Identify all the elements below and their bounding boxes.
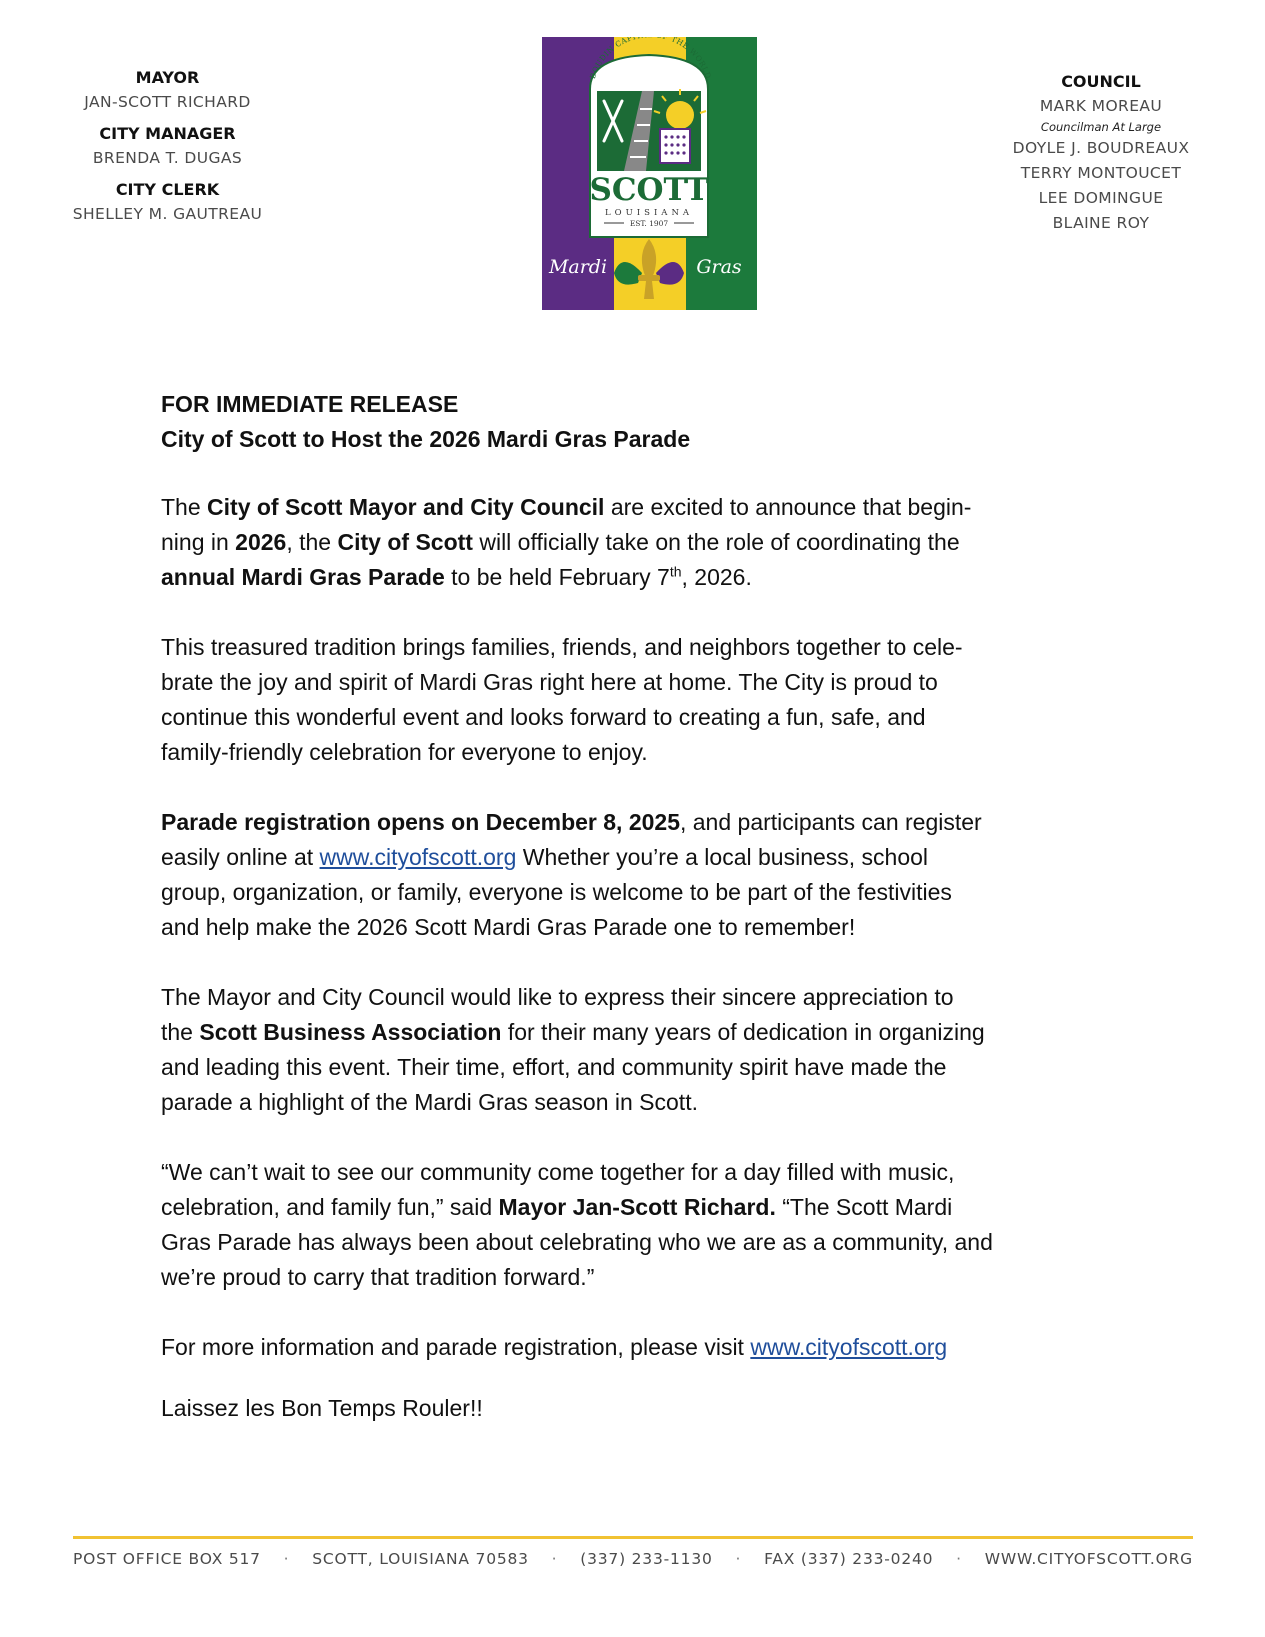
council-title: COUNCIL xyxy=(1061,72,1141,91)
footer-separator: · xyxy=(956,1550,962,1568)
officials-left xyxy=(40,66,295,234)
council-member-4: LEE DOMINGUE xyxy=(1038,189,1164,207)
footer-website[interactable]: WWW.CITYOFSCOTT.ORG xyxy=(984,1550,1193,1568)
city-clerk-title: CITY CLERK xyxy=(115,180,220,199)
footer-separator: · xyxy=(735,1550,742,1568)
release-label: FOR IMMEDIATE RELEASE xyxy=(161,391,459,417)
press-release-body xyxy=(161,387,1111,1426)
council-member-2: DOYLE J. BOUDREAUX xyxy=(1012,139,1190,157)
logo-word-mardi: Mardi xyxy=(548,256,608,278)
accordion-icon xyxy=(660,129,690,163)
city-logo xyxy=(542,37,757,310)
paragraph-appreciation: The Mayor and City Council would like to express their sincere appreciation to the Scott Business Association for their many years of dedication in organizing and leading this event. Their time, effort, and community spirit have made the parade a highlight of the Mardi Gras season in Scott. xyxy=(161,984,985,1115)
council-member-5: BLAINE ROY xyxy=(1052,214,1150,232)
paragraph-tradition: This treasured tradition brings families, friends, and neighbors together to cele- brate the joy and spirit of Mardi Gras right here at home. The City is proud to continue this wonderful event and looks forward to creating a fun, safe, and family-friendly celebration for everyone to enjoy. xyxy=(161,634,963,765)
city-manager-title: CITY MANAGER xyxy=(99,124,236,143)
closing-line: Laissez les Bon Temps Rouler!! xyxy=(161,1395,483,1421)
logo-city-name: SCOTT xyxy=(589,172,709,208)
paragraph-registration: Parade registration opens on December 8, 2025, and participants can register easily online at www.cityofscott.org Whether you’re a local business, school group, organization, or family, everyone is welcome to be part of the festivities and help make the 2026 Scott Mardi Gras Parade one to remember! xyxy=(161,809,982,940)
city-manager-name: BRENDA T. DUGAS xyxy=(92,149,243,167)
footer-city-state: SCOTT, LOUISIANA 70583 xyxy=(312,1550,529,1568)
footer-po-box: POST OFFICE BOX 517 xyxy=(73,1550,261,1568)
paragraph-quote: “We can’t wait to see our community come together for a day filled with music, celebration, and family fun,” said Mayor Jan-Scott Richard. “The Scott Mardi Gras Parade has always been about celebrating who we are as a community, and we’re proud to carry that tradition forward.” xyxy=(161,1159,993,1290)
paragraph-more-info: For more information and parade registration, please visit www.cityofscott.org xyxy=(161,1334,948,1360)
logo-est: EST. 1907 xyxy=(629,219,669,228)
council-member-1-role: Councilman At Large xyxy=(1040,120,1162,134)
footer-fax: FAX (337) 233-0240 xyxy=(764,1550,934,1568)
logo-word-gras: Gras xyxy=(696,256,742,278)
sun-icon xyxy=(666,101,694,129)
footer-phone: (337) 233-1130 xyxy=(580,1550,713,1568)
more-info-link[interactable]: www.cityofscott.org xyxy=(750,1334,948,1360)
release-headline: City of Scott to Host the 2026 Mardi Gras Parade xyxy=(161,426,691,452)
paragraph-announcement: The City of Scott Mayor and City Council are excited to announce that begin- ning in 2026, the City of Scott will officially take on the role of coordinating the annual Mardi Gras Parade to be held February 7th, 2026. xyxy=(161,494,972,590)
footer xyxy=(73,1550,1193,1568)
council-member-1: MARK MOREAU xyxy=(1039,97,1163,115)
footer-rule xyxy=(73,1536,1193,1539)
registration-link[interactable]: www.cityofscott.org xyxy=(319,844,517,870)
mayor-title: MAYOR xyxy=(135,68,200,87)
logo-state: LOUISIANA xyxy=(604,208,694,218)
mayor-name: JAN-SCOTT RICHARD xyxy=(84,93,251,111)
officials-right xyxy=(976,70,1226,236)
logo-arc-text: BOUDIN CAP THE WORLD xyxy=(587,37,714,80)
footer-separator: · xyxy=(283,1550,290,1568)
footer-separator: · xyxy=(551,1550,558,1568)
city-clerk-name: SHELLEY M. GAUTREAU xyxy=(72,205,263,223)
council-member-3: TERRY MONTOUCET xyxy=(1020,164,1182,182)
